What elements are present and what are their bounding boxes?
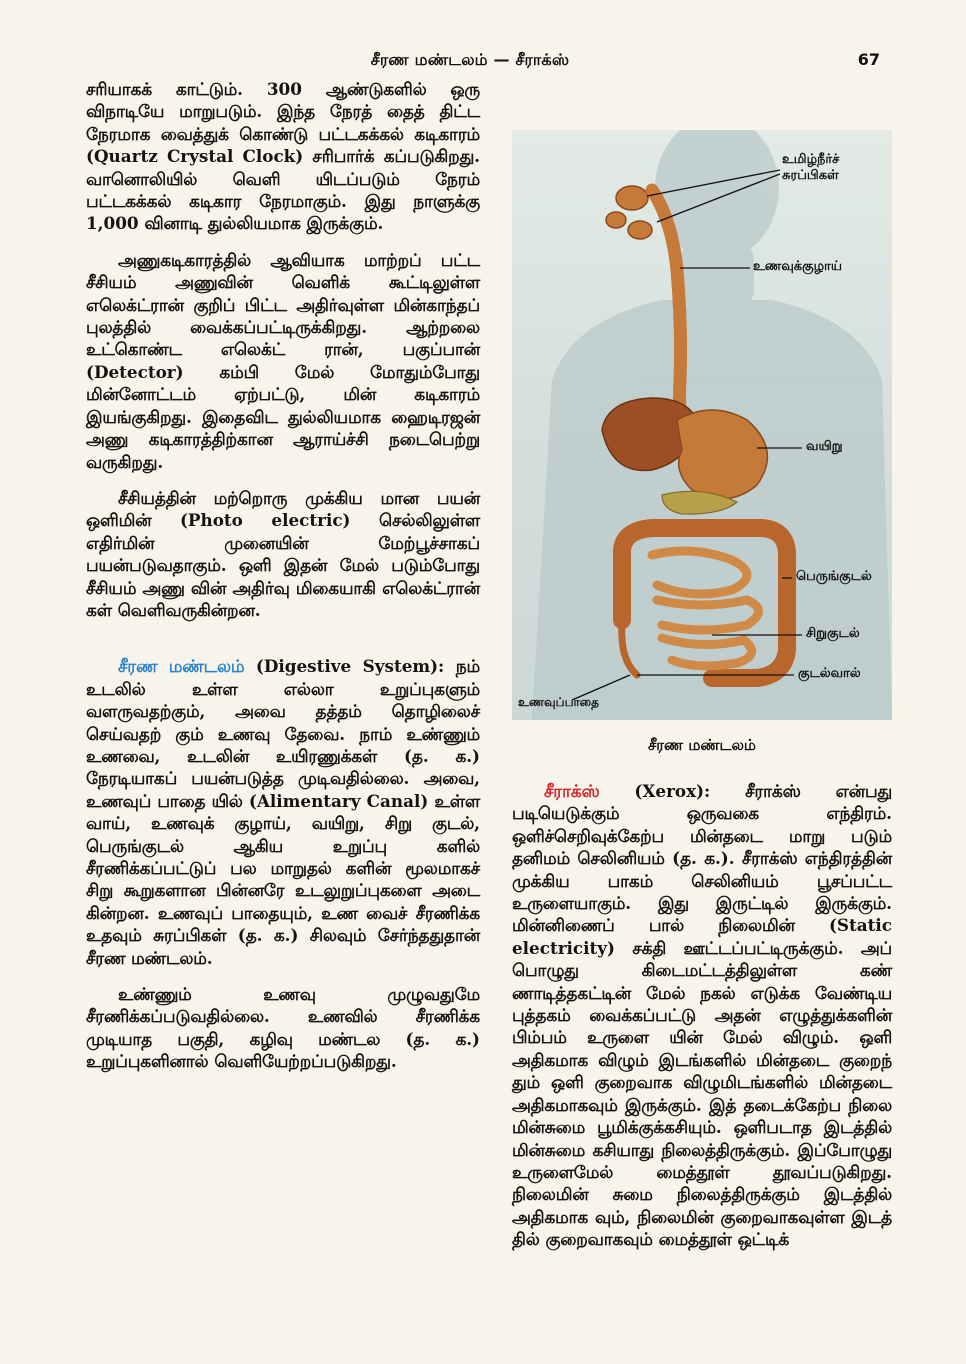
label-alimentary-canal: உணவுப்பாதை: [518, 695, 599, 709]
page-header: [0, 50, 966, 80]
paragraph-atomic-clock: அணுகடிகாரத்தில் ஆவியாக மாற்றப் பட்ட சீசியம் அணுவின் வெளிக் கூட்டிலுள்ள எலெக்ட்ரான் குறிப் பிட்ட அதிர்வுள்ள மின்காந்தப் புலத்தில் வைக்கப்பட்டிருக்கிறது. ஆற்றலை உட்கொண்ட எலெக்ட் ரான், பகுப்பான் (Detector) கம்பி மேல் மோதும்போது மின்னோட்டம் ஏற்பட்டு, மின் கடிகாரம் இயங்குகிறது. இதைவிட துல்லியமாக ஹைடிரஜன் அணு கடிகாரத்திற்கான ஆராய்ச்சி நடைபெற்று வருகிறது.: [86, 249, 480, 472]
label-large-intestine: பெருங்குடல்: [796, 569, 872, 584]
paragraph-caesium-photoelectric: சீசியத்தின் மற்றொரு முக்கிய மான பயன் ஒளிமின் (Photo electric) செல்லிலுள்ள எதிர்மின் முனையின் மேற்பூச்சாகப் பயன்படுவதாகும். ஒளி இதன் மேல் படும்போது சீசியம் அணு வின் அதிர்வு மிகையாகி எலெக்ட்ரான் கள் வெளிவருகின்றன.: [86, 487, 480, 620]
label-small-intestine: சிறுகுடல்: [806, 626, 860, 641]
entry-body-digestive-system: (Digestive System): நம் உடலில் உள்ள எல்லா உறுப்புகளும் வளருவதற்கும், அவை தத்தம் தொழிலைச் செய்வதற் கும் உணவு தேவை. நாம் உண்ணும் உணவை, உடலின் உயிரணுக்கள் (த. க.) நேரடியாகப் பயன்படுத்த முடிவதில்லை. அவை, உணவுப் பாதை யில் (Alimentary Canal) உள்ள வாய், உணவுக் குழாய், வயிறு, சிறு குடல், பெருங்குடல் ஆகிய உறுப்பு களில் சீரணிக்கப்பட்டுப் பல மாறுதல் களின் மூலமாகச் சிறு கூறுகளான பின்னரே உடலுறுப்புகளை அடை கின்றன. உணவுப் பாதையும், உண வைச் சீரணிக்க உதவும் சுரப்பிகள் (த. க.) சிலவும் சேர்ந்ததுதான் சீரண மண்டலம்.: [86, 656, 480, 968]
label-esophagus: உணவுக்குழாய்: [753, 259, 842, 274]
paragraph-digestive-system: [86, 655, 480, 969]
label-salivary-glands: உமிழ்நீர்ச் சுரப்பிகள்: [782, 152, 840, 183]
paragraph-xerox: [512, 780, 892, 1251]
page-number: 67: [857, 50, 880, 69]
paragraph-quartz-clock: சரியாகக் காட்டும். 300 ஆண்டுகளில் ஒரு விநாடியே மாறுபடும். இந்த நேரத் தைத் திட்ட நேரமாக வைத்துக் கொண்டு பட்டகக்கல் கடிகாரம் (Quartz Crystal Clock) சரிபார்க் கப்படுகிறது. வானொலியில் வெளி யிடப்படும் நேரம் பட்டகக்கல் கடிகார நேரமாகும். இது நாளுக்கு 1,000 வினாடி துல்லியமாக இருக்கும்.: [86, 79, 480, 234]
paragraph-indigestible: உண்ணும் உணவு முழுவதுமே சீரணிக்கப்படுவதில்லை. உணவில் சீரணிக்க முடியாத பகுதி, கழிவு மண்டல (த. க.) உறுப்புகளினால் வெளியேற்றப்படுகிறது.: [86, 984, 480, 1072]
entry-body-xerox: (Xerox): சீராக்ஸ் என்பது படியெடுக்கும் ஒருவகை எந்திரம். ஒளிச்செறிவுக்கேற்ப மின்தடை மாறு படும் தனிமம் செலினியம் (த. க.). சீராக்ஸ் எந்திரத்தின் முக்கிய பாகம் செலினியம் பூசப்பட்ட உருளையாகும். இது இருட்டில் இருக்கும். மின்னிணைப் பால் நிலைமின் (Static electricity) சக்தி ஊட்டப்பட்டிருக்கும். அப் பொழுது கிடைமட்டத்திலுள்ள கண் ணாடித்தகட்டின் மேல் நகல் எடுக்க வேண்டிய புத்தகம் வைக்கப்பட்டு அதன் எழுத்துக்களின் பிம்பம் உருளை யின் மேல் விழும். ஒளி அதிகமாக விழும் இடங்களில் மின்தடை குறைந் தும் ஒளி குறைவாக விழுமிடங்களில் மின்தடை அதிகமாகவும் இருக்கும். இத் தடைக்கேற்ப நிலை மின்சுமை பூமிக்குக்கசியும். ஒளிபடாத இடத்தில் மின்சுமை கசியாது நிலைத்திருக்கும். இப்போழுது உருளைமேல் மைத்தூள் தூவப்படுகிறது. நிலைமின் சுமை நிலைத்திருக்கும் இடத்தில் அதிகமாக வும், நிலைமின் குறைவாகவுள்ள இடத் தில் குறைவாகவும் மைத்தூள் ஒட்டிக்: [512, 781, 892, 1250]
running-head: சீரண மண்டலம் — சீராக்ஸ்: [370, 50, 570, 69]
label-stomach: வயிறு: [806, 439, 843, 454]
entry-term-xerox: சீராக்ஸ்: [544, 781, 600, 801]
entry-term-digestive-system: சீரண மண்டலம்: [118, 656, 245, 677]
digestive-system-figure: [512, 130, 892, 720]
left-column: [86, 78, 480, 1087]
salivary-glands-icon: [606, 186, 652, 239]
figure-caption: சீரண மண்டலம்: [648, 736, 756, 754]
right-column: [512, 78, 892, 1265]
label-appendix: குடல்வால்: [798, 666, 861, 681]
